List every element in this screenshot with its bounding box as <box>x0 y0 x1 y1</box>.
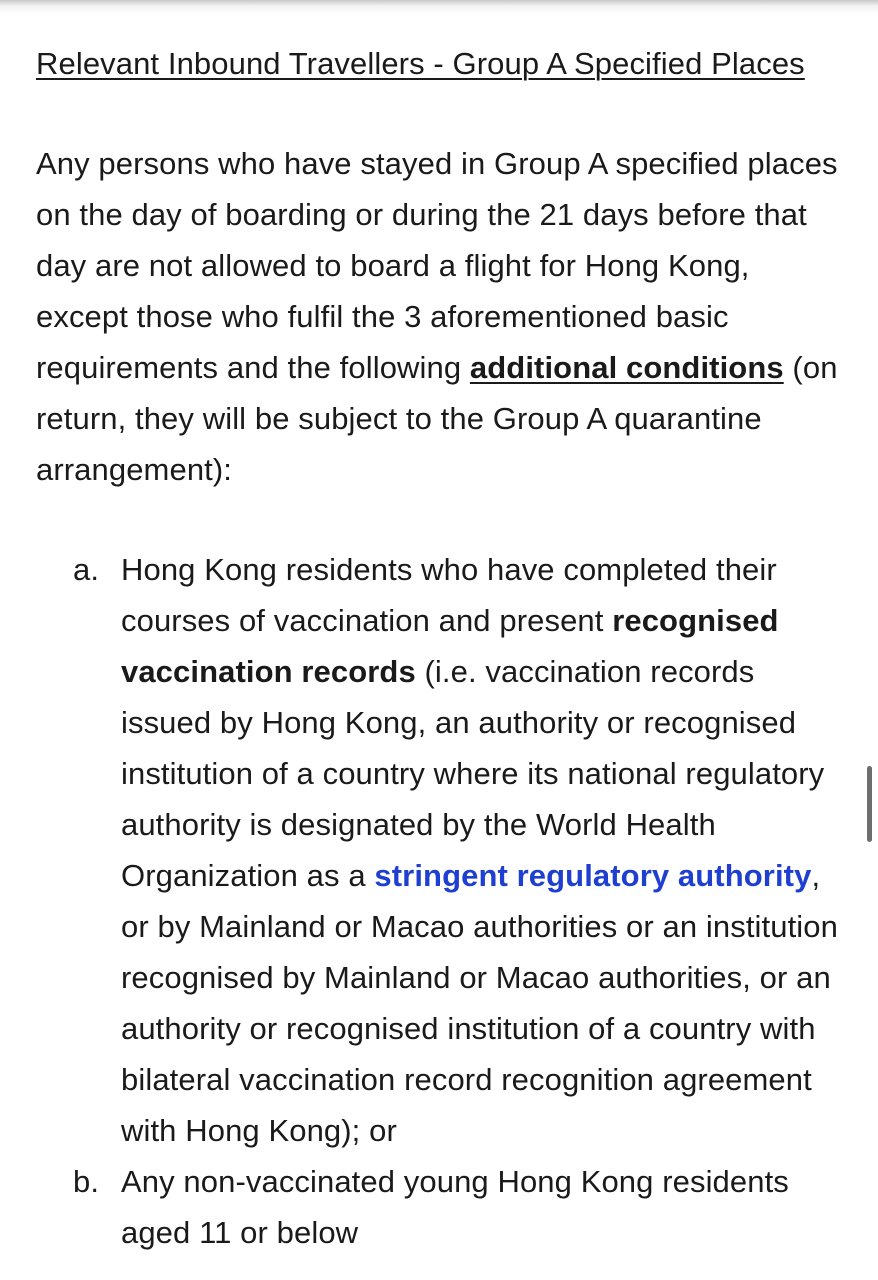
additional-conditions-link[interactable]: additional conditions <box>469 350 784 385</box>
intro-text: Any persons who have stayed in Group A specified places on the day of boarding or during the 21 days before that day are not allowed to board a flight for Hong Kong, except those who fulfil the 3 aforementioned basic requirements and the following <box>36 146 838 385</box>
conditions-list <box>36 544 846 1258</box>
recognised-vaccination-records: recognised vaccination records <box>121 603 779 689</box>
condition-text: Hong Kong residents who have completed their courses of vaccination and present <box>121 552 777 638</box>
list-marker: b. <box>73 1164 100 1199</box>
page-content <box>36 38 846 1258</box>
intro-text-after: (on return, they will be subject to the Group A quarantine arrangement): <box>36 350 838 487</box>
condition-text: Any non-vaccinated young Hong Kong residents aged 11 or below <box>121 1164 789 1250</box>
condition-text: (i.e. vaccination records issued by Hong Kong, an authority or recognised institution of a country where its national regulatory authority is designated by the World Health Organization as a <box>121 654 825 893</box>
list-marker: a. <box>73 552 100 587</box>
list-item <box>36 1156 846 1258</box>
scrollbar-thumb[interactable] <box>867 766 872 842</box>
list-item <box>36 544 846 1156</box>
condition-text: , or by Mainland or Macao authorities or an institution recognised by Mainland or Macao authorities, or an authority or recognised institution of a country with bilateral vaccination record recognition agreement with Hong Kong); or <box>121 858 838 1148</box>
section-title-link[interactable]: Relevant Inbound Travellers - Group A Specified Places <box>36 46 805 81</box>
top-bar-shadow <box>0 0 878 14</box>
intro-paragraph <box>36 138 846 495</box>
stringent-regulatory-authority-link[interactable]: stringent regulatory authority <box>374 858 812 893</box>
